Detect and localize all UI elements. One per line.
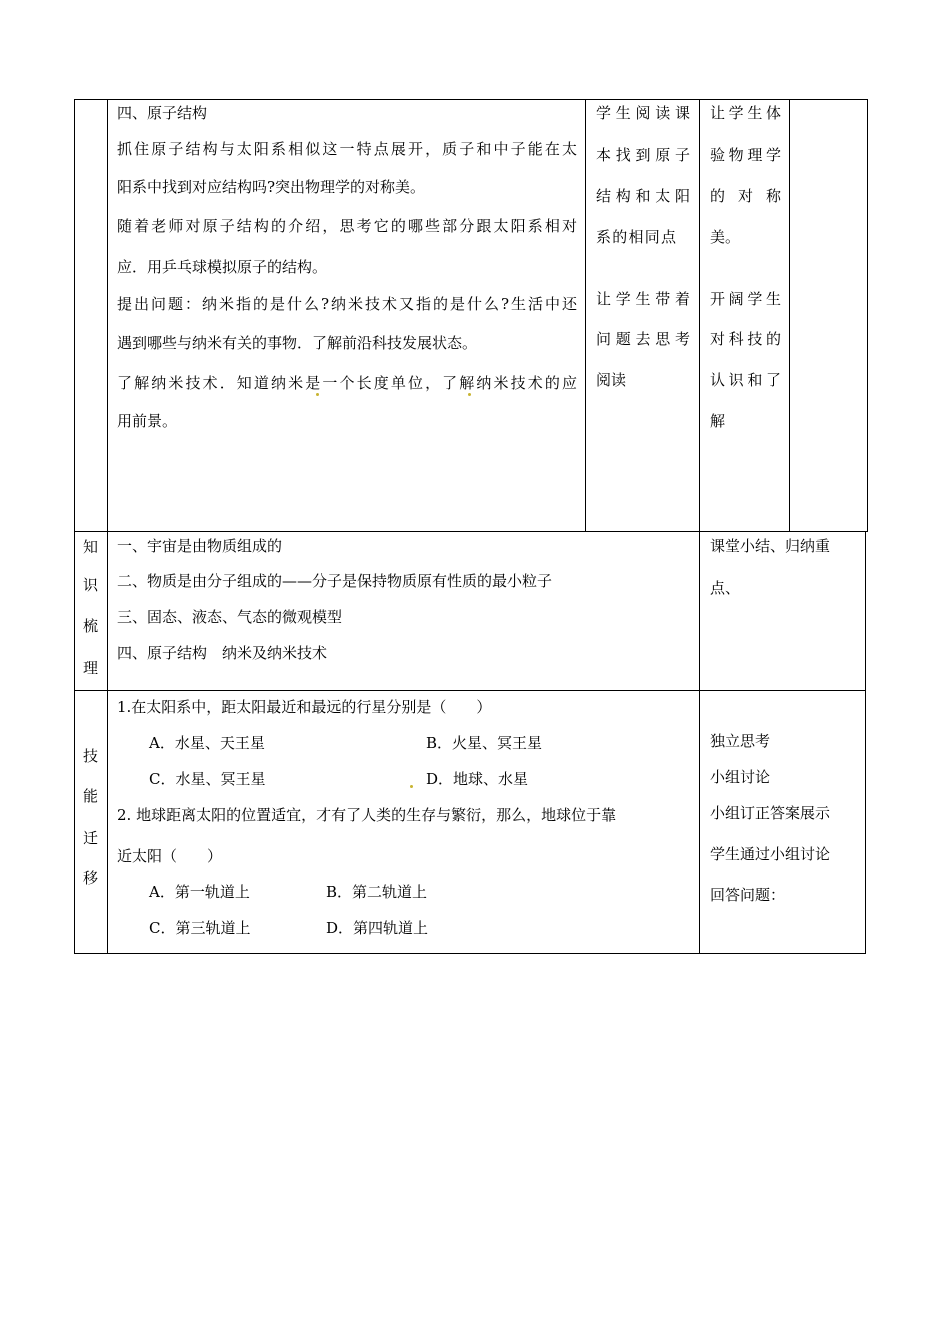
student-col-divider (585, 99, 586, 532)
table-left-border (74, 99, 75, 954)
answer-option: A．第一轨道上 (149, 883, 250, 901)
question-stem: 近太阳（ ） (117, 847, 223, 865)
decorative-dot (410, 785, 413, 788)
student-activity-line: 系的相同点 (596, 228, 676, 246)
row-label-char: 能 (83, 787, 99, 805)
student-activity-line: 本找到原子 (596, 146, 690, 164)
design-intent-line: 美。 (710, 228, 741, 246)
summary-note: 课堂小结、归纳重 (710, 537, 831, 555)
question-stem: 2. 地球距离太阳的位置适宜，才有了人类的生存与繁衍，那么，地球位于靠 (117, 806, 617, 824)
table-right-border-lower (865, 531, 866, 954)
paragraph-line: 了解纳米技术．知道纳米是一个长度单位，了解纳米技术的应 (117, 374, 577, 392)
table-right-border-upper (867, 99, 868, 532)
table-top-border (74, 99, 868, 100)
activity-note: 独立思考 (710, 732, 771, 750)
paragraph-line: 遇到哪些与纳米有关的事物．了解前沿科技发展状态。 (117, 334, 478, 352)
table-bottom-border (74, 953, 866, 954)
answer-option: C．第三轨道上 (149, 919, 251, 937)
student-activity-line: 结构和太阳 (596, 187, 690, 205)
paragraph-line: 随着老师对原子结构的介绍，思考它的哪些部分跟太阳系相对 (117, 217, 577, 235)
question-stem: 1.在太阳系中，距太阳最近和最远的行星分别是（ ） (117, 698, 492, 716)
design-intent-line: 验物理学 (710, 146, 781, 164)
activity-note: 小组订正答案展示 (710, 804, 831, 822)
student-activity-line: 让学生带着 (596, 290, 690, 308)
answer-option: D．第四轨道上 (326, 919, 429, 937)
summary-note: 点、 (710, 579, 741, 597)
student-activity-line: 问题去思考 (596, 330, 690, 348)
answer-option: C．水星、冥王星 (149, 770, 266, 788)
paragraph-line: 应．用乒乓球模拟原子的结构。 (117, 258, 328, 276)
student-activity-line: 阅读 (596, 371, 627, 389)
activity-note: 小组讨论 (710, 768, 771, 786)
design-intent-line: 让学生体 (710, 104, 781, 122)
design-intent-line: 开阔学生 (710, 290, 781, 308)
row-label-char: 知 (83, 538, 99, 556)
activity-note: 学生通过小组讨论 (710, 845, 831, 863)
label-col-divider (107, 99, 108, 954)
paragraph-line: 用前景。 (117, 412, 178, 430)
row-label-char: 识 (83, 576, 99, 594)
design-intent-line: 的 对 称 (710, 187, 781, 205)
answer-option: A．水星、天王星 (149, 734, 265, 752)
row-label-char: 技 (83, 747, 99, 765)
decorative-dot (468, 393, 471, 396)
row-divider-2 (74, 690, 866, 691)
design-intent-line: 解 (710, 412, 726, 430)
summary-item: 四、原子结构 纳米及纳米技术 (117, 644, 328, 662)
paragraph-line: 提出问题：纳米指的是什么?纳米技术又指的是什么?生活中还 (117, 295, 577, 313)
paragraph-line: 阳系中找到对应结构吗?突出物理学的对称美。 (117, 178, 426, 196)
summary-item: 三、固态、液态、气态的微观模型 (117, 608, 343, 626)
design-intent-line: 认识和了 (710, 371, 781, 389)
row-label-char: 理 (83, 659, 99, 677)
answer-option: B．第二轨道上 (326, 883, 428, 901)
activity-note: 回答问题： (710, 886, 786, 904)
summary-item: 二、物质是由分子组成的——分子是保持物质原有性质的最小粒子 (117, 572, 553, 590)
row-label-char: 梳 (83, 617, 99, 635)
intent-col-divider (699, 99, 700, 954)
extra-col-divider (789, 99, 790, 532)
answer-option: B．火星、冥王星 (426, 734, 543, 752)
answer-option: D．地球、水星 (426, 770, 529, 788)
paragraph-line: 抓住原子结构与太阳系相似这一特点展开，质子和中子能在太 (117, 140, 577, 158)
summary-item: 一、宇宙是由物质组成的 (117, 537, 283, 555)
decorative-dot (316, 393, 319, 396)
row-label-char: 移 (83, 869, 99, 887)
row-divider-1 (74, 531, 868, 532)
row-label-char: 迁 (83, 829, 99, 847)
student-activity-line: 学生阅读课 (596, 104, 690, 122)
section-heading: 四、原子结构 (117, 104, 208, 122)
design-intent-line: 对科技的 (710, 330, 781, 348)
